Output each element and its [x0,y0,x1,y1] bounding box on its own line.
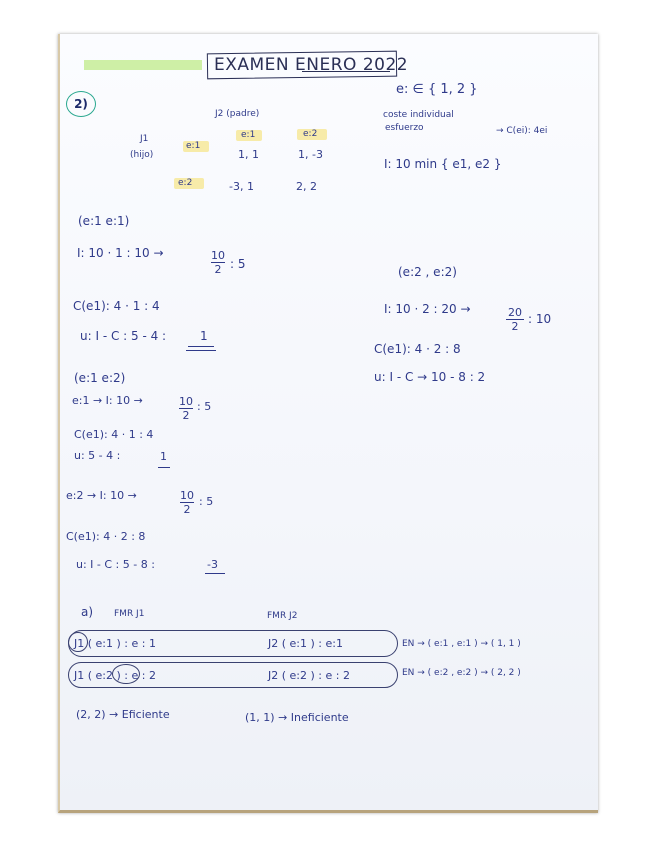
income-note: I: 10 min { e1, e2 } [384,157,502,171]
matrix-row2: e:2 [178,178,193,188]
case2-utility1-result: 1 [160,450,167,463]
matrix-c21: -3, 1 [229,180,254,193]
matrix-col2: e:2 [303,129,318,139]
matrix-j1-header: J1 [140,134,149,144]
matrix-row1: e:1 [186,141,201,151]
matrix-j2-header: J2 (padre) [215,109,260,119]
case3-cost: C(e1): 4 · 2 : 8 [374,342,461,356]
case2-utility1: u: 5 - 4 : [74,449,121,462]
case2-num2: 10 [180,489,194,502]
case1-result: : 5 [230,257,246,271]
matrix-c12: 1, -3 [298,148,323,161]
case2-fraction2 [180,490,194,515]
conclusion-efficient: (2, 2) → Eficiente [76,708,170,721]
title-underline [302,71,390,72]
fmr-j1-header: FMR J1 [114,609,145,619]
part-a-label: a) [81,605,94,619]
case1-header: (e:1 e:1) [78,214,130,228]
fmr-row2-left: J1 ( e:2 ) : e : 2 [74,669,156,682]
fmr-j2-header: FMR J2 [267,611,298,621]
case1-num: 10 [211,249,225,262]
case3-header: (e:2 , e:2) [398,265,457,279]
case1-utility: u: I - C : 5 - 4 : [80,329,167,343]
case1-income: I: 10 · 1 : 10 → [77,246,164,260]
case2-fraction1 [179,396,193,421]
case3-den: 2 [511,320,519,333]
case3-utility: u: I - C → 10 - 8 : 2 [374,370,486,384]
cost-note-line2: esfuerzo [385,123,424,133]
page-title: EXAMEN ENERO 2022 [214,55,409,75]
case1-den: 2 [214,263,222,276]
case2-header: (e:1 e:2) [74,371,126,385]
underline [186,350,216,351]
fmr-row1-left: J1 ( e:1 ) : e : 1 [74,637,156,650]
matrix-c22: 2, 2 [296,180,317,193]
case2-cost2: C(e1): 4 · 2 : 8 [66,530,146,543]
case2-utility2: u: I - C : 5 - 8 : [76,558,155,571]
fmr-row1-mid: J2 ( e:1 ) : e:1 [268,637,343,650]
matrix-col1: e:1 [241,130,256,140]
underline [188,346,214,347]
case2-num1: 10 [179,395,193,408]
case2-den2: 2 [183,503,191,516]
fmr-row2-right: EN → ( e:2 , e:2 ) → ( 2, 2 ) [402,668,521,678]
case2-utility2-result: -3 [207,558,218,571]
conclusion-inefficient: (1, 1) → Ineficiente [245,711,349,724]
matrix-c11: 1, 1 [238,148,259,161]
green-highlight [84,60,202,70]
case2-den1: 2 [182,409,190,422]
case2-line1: e:1 → I: 10 → [72,394,143,407]
case2-result1: : 5 [197,400,212,413]
cost-note-line1: coste individual [383,110,454,120]
case1-fraction [211,250,225,275]
fmr-row1-right: EN → ( e:1 , e:1 ) → ( 1, 1 ) [402,639,521,649]
underline [205,573,225,574]
case2-cost1: C(e1): 4 · 1 : 4 [74,428,154,441]
case3-fraction [506,307,524,332]
case3-result: : 10 [528,312,552,326]
case1-utility-result: 1 [200,329,208,343]
case1-cost: C(e1): 4 · 1 : 4 [73,299,160,313]
case2-line2: e:2 → I: 10 → [66,489,137,502]
case2-result2: : 5 [199,495,214,508]
matrix-j1-sub: (hijo) [130,150,154,160]
cost-formula: → C(ei): 4ei [496,126,548,136]
case3-income: I: 10 · 2 : 20 → [384,302,471,316]
question-number: 2) [66,91,96,117]
case3-num: 20 [508,306,522,319]
fmr-row2-mid: J2 ( e:2 ) : e : 2 [268,669,350,682]
set-note: e: ∈ { 1, 2 } [396,82,478,97]
underline [158,467,170,468]
